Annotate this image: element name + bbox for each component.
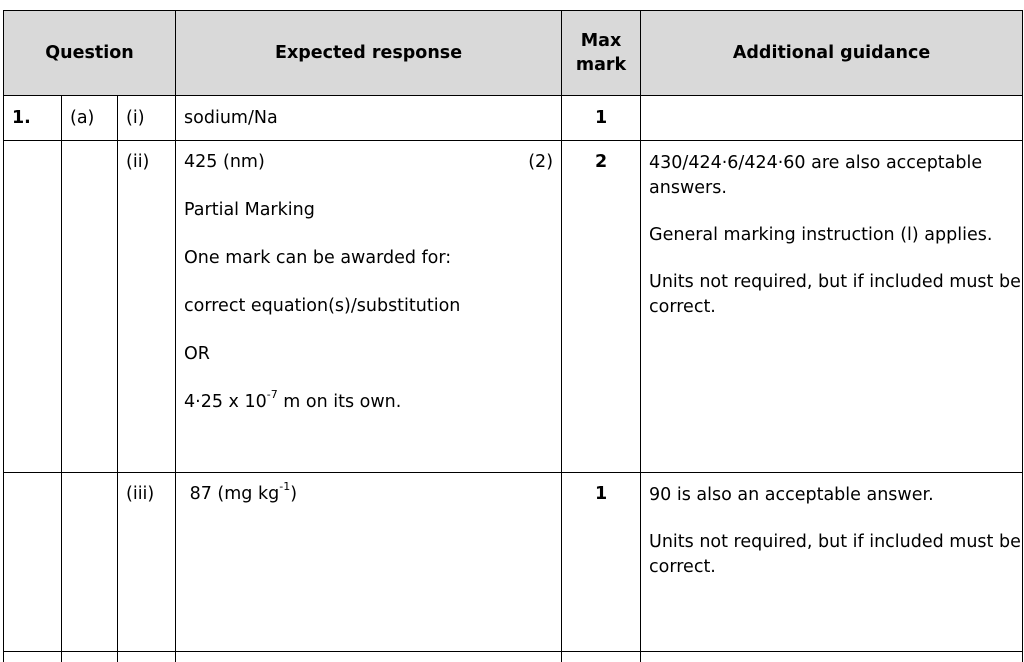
header-max-mark-line2: mark xyxy=(576,55,626,75)
response-line-last xyxy=(184,391,561,413)
expected-response: sodium/Na xyxy=(176,96,562,141)
max-mark: 1 xyxy=(562,96,641,141)
table-row xyxy=(4,141,1023,473)
response-sup: -1 xyxy=(279,480,290,493)
header-max-mark-line1: Max xyxy=(581,31,622,51)
response-line: correct equation(s)/substitution xyxy=(184,295,561,317)
question-number xyxy=(4,141,62,473)
max-mark xyxy=(562,141,641,473)
header-additional-guidance: Additional guidance xyxy=(641,11,1023,96)
response-last-prefix: 4·25 x 10 xyxy=(184,392,267,412)
response-answer: 425 (nm) xyxy=(184,151,265,173)
question-part xyxy=(62,141,118,473)
response-mark: (2) xyxy=(528,151,553,173)
guidance-line: Units not required, but if included must be correct. xyxy=(649,530,1022,580)
guidance-line: 430/424·6/424·60 are also acceptable answers. xyxy=(649,151,1022,201)
table-row xyxy=(4,473,1023,652)
table-row-continuation xyxy=(4,652,1023,662)
question-sub-label: (iii) xyxy=(126,483,175,505)
response-answer-line xyxy=(184,151,561,173)
question-number xyxy=(4,473,62,652)
question-sub: (i) xyxy=(118,96,176,141)
guidance xyxy=(641,96,1023,141)
expected-response xyxy=(176,141,562,473)
question-sub xyxy=(118,141,176,473)
guidance xyxy=(641,473,1023,652)
marking-table xyxy=(3,10,1023,662)
max-mark xyxy=(562,473,641,652)
question-sub-label: (ii) xyxy=(126,151,175,173)
header-expected-response: Expected response xyxy=(176,11,562,96)
guidance xyxy=(641,141,1023,473)
response-line xyxy=(184,483,561,505)
question-part: (a) xyxy=(62,96,118,141)
response-line: Partial Marking xyxy=(184,199,561,221)
response-prefix: 87 (mg kg xyxy=(184,484,279,504)
response-last-sup: -7 xyxy=(267,388,278,401)
response-last-suffix: m on its own. xyxy=(278,392,402,412)
expected-response xyxy=(176,473,562,652)
response-line: OR xyxy=(184,343,561,365)
header-max-mark xyxy=(562,11,641,96)
guidance-line: General marking instruction (l) applies. xyxy=(649,223,1022,248)
response-suffix: ) xyxy=(290,484,297,504)
max-mark-value: 2 xyxy=(562,151,640,173)
max-mark-value: 1 xyxy=(562,483,640,505)
header-row xyxy=(4,11,1023,96)
table-row xyxy=(4,96,1023,141)
guidance-line: 90 is also an acceptable answer. xyxy=(649,483,1022,508)
response-line: One mark can be awarded for: xyxy=(184,247,561,269)
question-number: 1. xyxy=(4,96,62,141)
header-question: Question xyxy=(4,11,176,96)
guidance-line: Units not required, but if included must be correct. xyxy=(649,270,1022,320)
question-sub xyxy=(118,473,176,652)
question-part xyxy=(62,473,118,652)
